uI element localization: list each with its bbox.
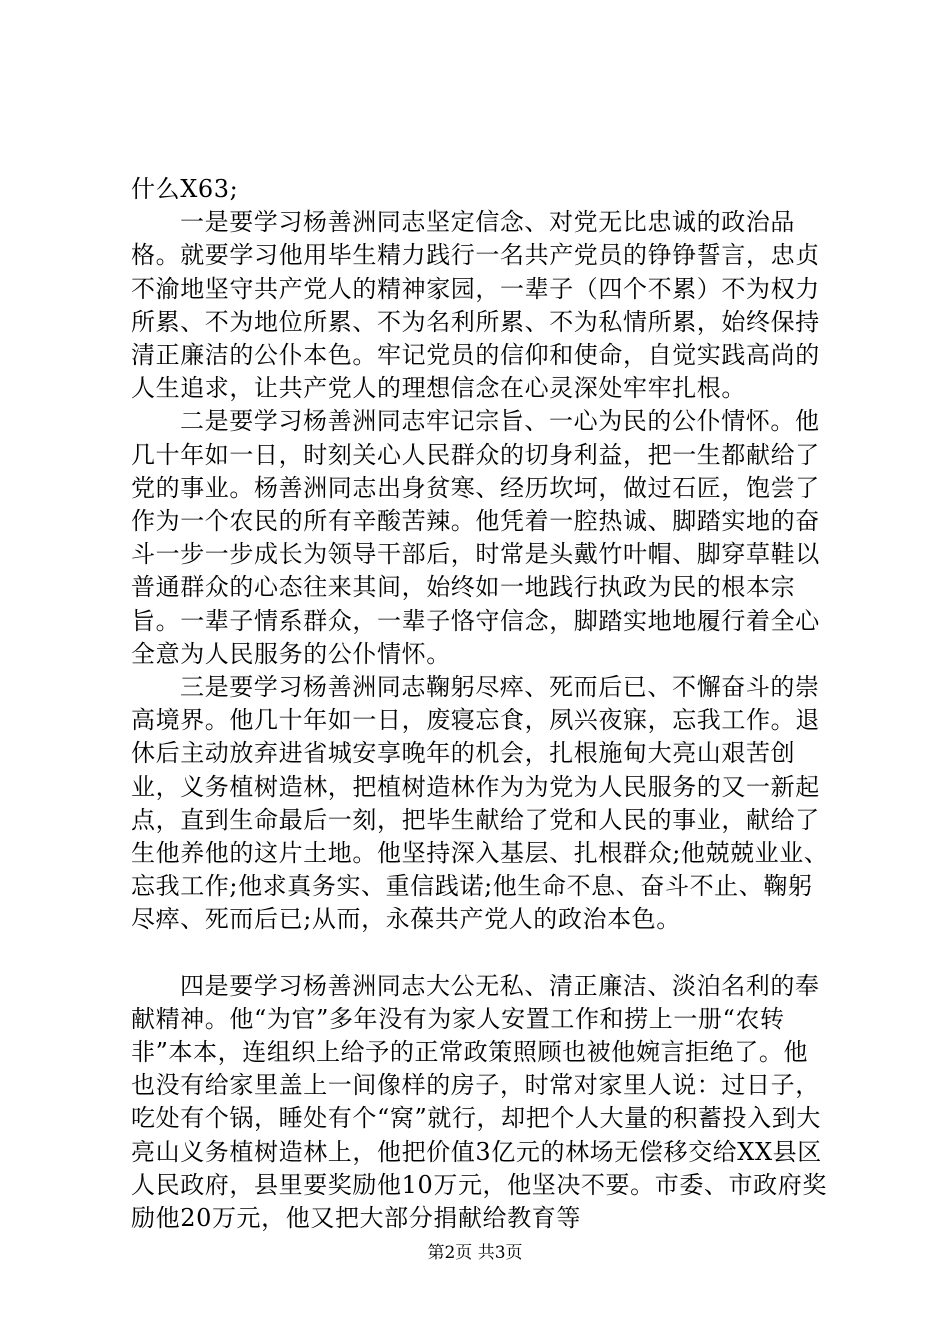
paragraph-1: 一是要学习杨善洲同志坚定信念、对党无比忠诚的政治品格。就要学习他用毕生精力践行一名共产党员的铮铮誓言，忠贞不渝地坚守共产党人的精神家园，一辈子（四个不累）不为权力所累、不为地位所累、不为名利所累、不为私情所累，始终保持清正廉洁的公仆本色。牢记党员的信仰和使命，自觉实践高尚的人生追求，让共产党人的理想信念在心灵深处牢牢扎根。 <box>131 208 820 403</box>
document-body <box>131 173 831 1235</box>
page-footer: 第2页 共3页 <box>427 1243 523 1263</box>
paragraph-4: 四是要学习杨善洲同志大公无私、清正廉洁、淡泊名利的奉献精神。他“为官”多年没有为家人安置工作和捞上一册“农转非”本本，连组织上给予的正常政策照顾也被他婉言拒绝了。他也没有给家里盖上一间像样的房子，时常对家里人说：过日子，吃处有个锅，睡处有个“窝”就行，却把个人大量的积蓄投入到大亮山义务植树造林上，他把价值3亿元的林场无偿移交给XX县区人民政府，县里要奖励他10万元，他坚决不要。市委、市政府奖励他20万元，他又把大部分捐献给教育等 <box>131 971 827 1233</box>
paragraph-3: 三是要学习杨善洲同志鞠躬尽瘁、死而后已、不懈奋斗的崇高境界。他几十年如一日，废寝忘食，夙兴夜寐，忘我工作。退休后主动放弃进省城安享晚年的机会，扎根施甸大亮山艰苦创业，义务植树造林，把植树造林作为为党为人民服务的又一新起点，直到生命最后一刻，把毕生献给了党和人民的事业，献给了生他养他的这片土地。他坚持深入基层、扎根群众;他兢兢业业、忘我工作;他求真务实、重信践诺;他生命不息、奋斗不止、鞠躬尽瘁、死而后已;从而，永葆共产党人的政治本色。 <box>131 673 829 934</box>
paragraph-0: 什么X63; <box>131 175 239 203</box>
paragraph-spacer <box>131 937 831 970</box>
paragraph-2: 二是要学习杨善洲同志牢记宗旨、一心为民的公仆情怀。他几十年如一日，时刻关心人民群众的切身利益，把一生都献给了党的事业。杨善洲同志出身贫寒、经历坎坷，做过石匠，饱尝了作为一个农民的所有辛酸苦辣。他凭着一腔热诚、脚踏实地的奋斗一步一步成长为领导干部后，时常是头戴竹叶帽、脚穿草鞋以普通群众的心态往来其间，始终如一地践行执政为民的根本宗旨。一辈子情系群众，一辈子恪守信念，脚踏实地地履行着全心全意为人民服务的公仆情怀。 <box>131 407 820 668</box>
